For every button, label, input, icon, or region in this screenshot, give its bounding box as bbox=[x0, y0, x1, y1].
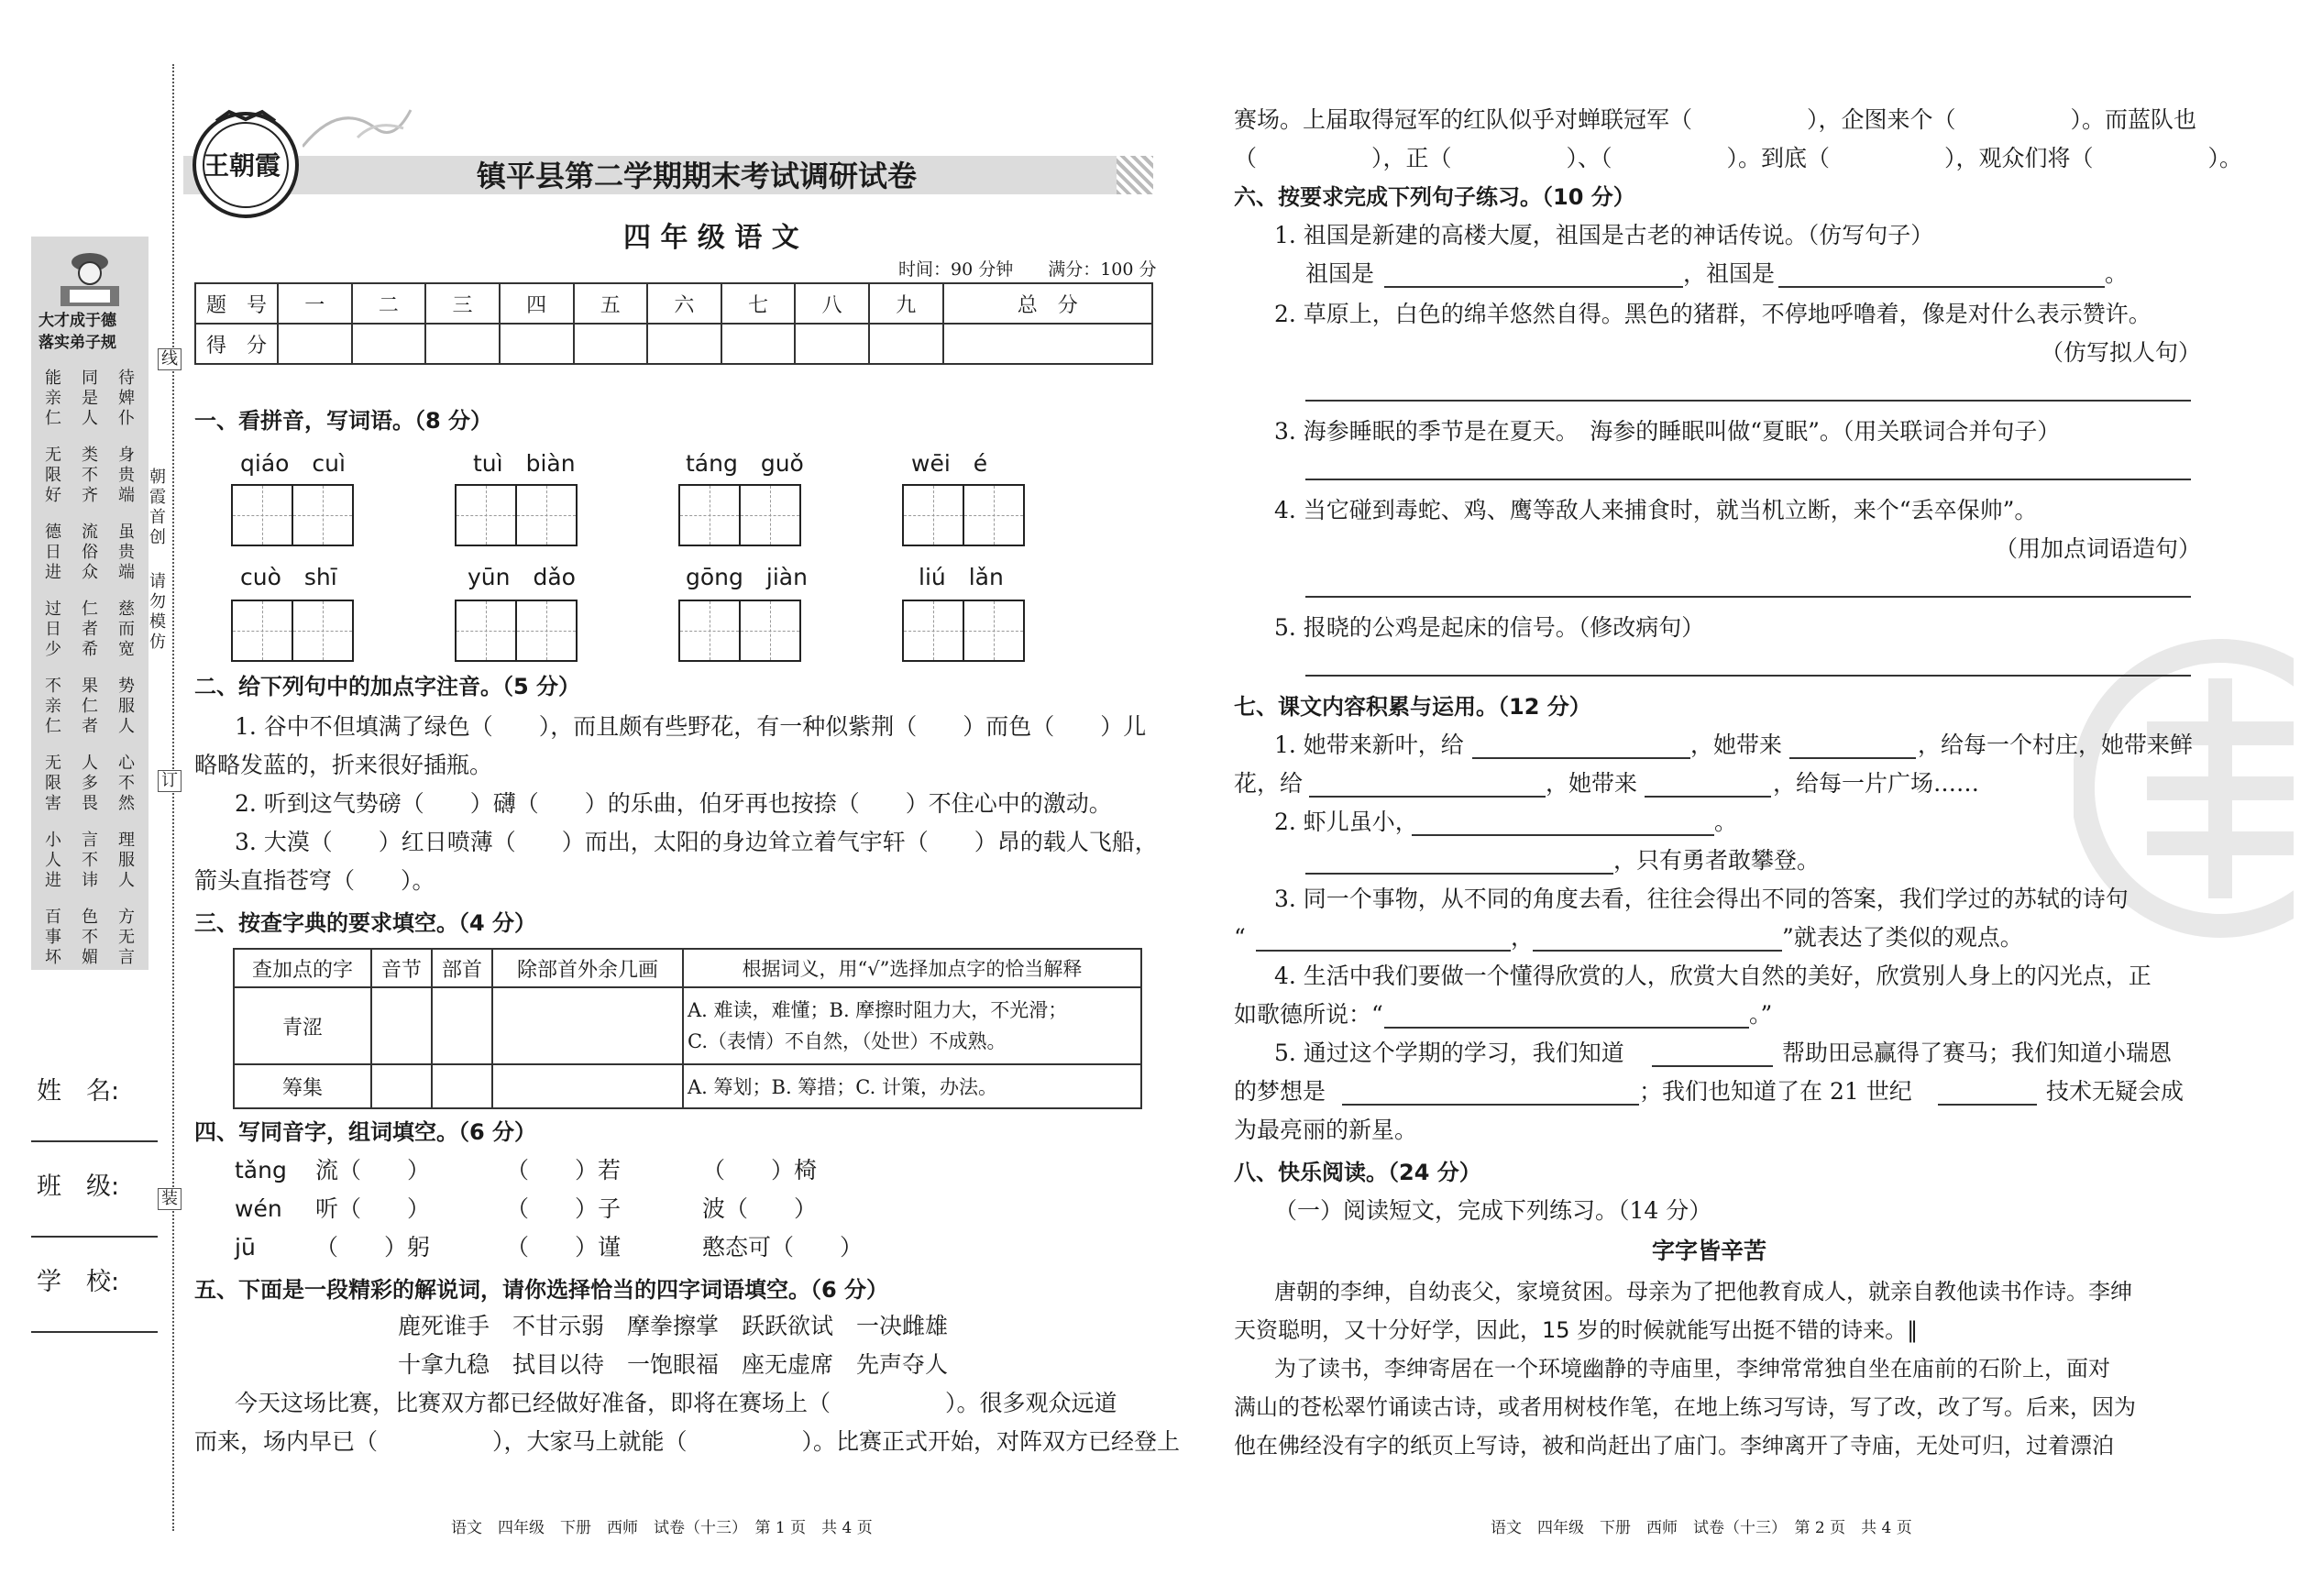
answer-line[interactable] bbox=[1533, 950, 1782, 952]
q7-text: ，只有勇者敢攀登。 bbox=[1613, 847, 1821, 874]
answer-line[interactable] bbox=[1472, 757, 1690, 759]
q8-subtitle: （一）阅读短文，完成下列练习。（14 分） bbox=[1274, 1197, 1712, 1224]
homophone-item: （ ）子 bbox=[506, 1195, 622, 1222]
q6-note: （用加点词语造句） bbox=[1995, 535, 2202, 562]
rule-column: 同是人 bbox=[82, 369, 98, 428]
q7-text: ，给每一片广场…… bbox=[1773, 770, 1980, 797]
story-line: 天资聪明，又十分好学，因此，15 岁的时候就能写出挺不错的诗来。‖ bbox=[1234, 1317, 1919, 1343]
rule-column: 仁者希 bbox=[82, 600, 98, 659]
q7-text: 5. 通过这个学期的学习，我们知道 bbox=[1274, 1040, 1624, 1066]
score-header-cell: 六 bbox=[647, 283, 721, 324]
rule-column: 人多畏 bbox=[82, 754, 98, 813]
rule-column: 待婢仆 bbox=[118, 369, 135, 428]
score-input-cell[interactable] bbox=[278, 324, 352, 364]
dict-input-cell[interactable] bbox=[371, 1064, 432, 1108]
page-footer: 语文 四年级 下册 西师 试卷（十三） 第 2 页 共 4 页 bbox=[1491, 1519, 1912, 1537]
score-header-cell: 一 bbox=[278, 283, 352, 324]
rule-column: 百事坏 bbox=[45, 908, 61, 967]
rule-column: 心不然 bbox=[118, 754, 135, 813]
q7-text: 如歌德所说：“ bbox=[1234, 1001, 1383, 1028]
score-input-cell[interactable] bbox=[425, 324, 500, 364]
subject-title: 四 年 级 语 文 bbox=[623, 222, 799, 254]
name-label: 姓 名: bbox=[37, 1077, 120, 1106]
writing-grid[interactable] bbox=[231, 484, 354, 546]
q2-title: 二、给下列句中的加点字注音。（5 分） bbox=[194, 674, 581, 699]
writing-grid[interactable] bbox=[902, 484, 1025, 546]
q7-text: 。 bbox=[1714, 809, 1738, 835]
q7-text: 的梦想是 bbox=[1234, 1078, 1326, 1105]
rule-column: 德日进 bbox=[45, 523, 61, 582]
score-header-cell: 五 bbox=[574, 283, 648, 324]
dict-meaning-line: A. 筹划；B. 筹措；C. 计策，办法。 bbox=[688, 1076, 997, 1098]
answer-line[interactable] bbox=[1384, 286, 1683, 288]
binding-line bbox=[172, 64, 174, 1531]
answer-line[interactable] bbox=[1789, 757, 1916, 759]
q7-text: 帮助田忌赢得了赛马；我们知道小瑞恩 bbox=[1782, 1040, 2173, 1066]
q8-title: 八、快乐阅读。（24 分） bbox=[1234, 1160, 1481, 1185]
homophone-item: 憨态可（ ） bbox=[702, 1234, 864, 1260]
answer-line[interactable] bbox=[1384, 1027, 1749, 1029]
rule-column: 过日少 bbox=[45, 600, 61, 659]
class-label: 班 级: bbox=[37, 1172, 120, 1201]
q2-line: 1. 谷中不但填满了绿色（ ），而且颇有些野花，有一种似紫荆（ ）而色（ ）儿 bbox=[235, 713, 1147, 740]
answer-line[interactable] bbox=[1305, 873, 1613, 875]
page-footer: 语文 四年级 下册 西师 试卷（十三） 第 1 页 共 4 页 bbox=[451, 1519, 873, 1537]
homophone-item: （ ）谨 bbox=[506, 1234, 622, 1260]
q7-text: 3. 同一个事物，从不同的角度去看，往往会得出不同的答案，我们学过的苏轼的诗句 bbox=[1274, 886, 2129, 912]
rule-column: 类不齐 bbox=[82, 446, 98, 505]
writing-grid[interactable] bbox=[678, 484, 801, 546]
answer-line[interactable] bbox=[1778, 286, 2105, 288]
score-header-cell: 七 bbox=[721, 283, 796, 324]
q7-text: ，她带来 bbox=[1690, 732, 1783, 758]
homophone-item: （ ）若 bbox=[506, 1157, 622, 1183]
dict-input-cell[interactable] bbox=[492, 987, 683, 1064]
score-header-cell: 八 bbox=[795, 283, 869, 324]
q7-text: 1. 她带来新叶，给 bbox=[1274, 732, 1464, 758]
story-title: 字字皆辛苦 bbox=[1652, 1238, 1767, 1264]
rule-column: 无限好 bbox=[45, 446, 61, 505]
dict-header: 音节 bbox=[371, 949, 432, 987]
seal-note: 朝霞首创 bbox=[149, 468, 166, 547]
cut-mark: 装 bbox=[158, 1188, 182, 1210]
q6-item: 5. 报晓的公鸡是起床的信号。（修改病句） bbox=[1274, 614, 1705, 641]
answer-line[interactable] bbox=[1412, 834, 1714, 836]
q7-text: 花，给 bbox=[1234, 770, 1304, 797]
score-header-cell: 总 分 bbox=[943, 283, 1152, 324]
q6-text: 祖国是 bbox=[1305, 260, 1375, 287]
rule-column: 能亲仁 bbox=[45, 369, 61, 428]
q7-text: 2. 虾儿虽小， bbox=[1274, 809, 1418, 835]
q7-text: “ bbox=[1234, 924, 1246, 951]
q3-title: 三、按查字典的要求填空。（4 分） bbox=[194, 910, 537, 936]
commentary-line: 而来，场内早已（ ），大家马上就能（ ）。比赛正式开始，对阵双方已经登上 bbox=[194, 1428, 1181, 1455]
dict-meaning-line: C.（表情）不自然，（处世）不成熟。 bbox=[688, 1030, 1007, 1052]
name-field[interactable] bbox=[31, 1140, 158, 1142]
dict-input-cell[interactable] bbox=[432, 1064, 492, 1108]
school-field[interactable] bbox=[31, 1331, 158, 1333]
q7-text: ， bbox=[1511, 924, 1535, 951]
q7-text: ，她带来 bbox=[1546, 770, 1638, 797]
rule-column: 流俗众 bbox=[82, 523, 98, 582]
exam-time: 时间：90 分钟 满分：100 分 bbox=[898, 259, 1157, 280]
answer-line[interactable] bbox=[1938, 1104, 2037, 1106]
q2-line: 箭头直指苍穹（ ）。 bbox=[194, 867, 435, 894]
q6-item: 3. 海参睡眠的季节是在夏天。 海参的睡眠叫做“夏眠”。（用关联词合并句子） bbox=[1274, 418, 2061, 445]
q7-text: ；我们也知道了在 21 世纪 bbox=[1639, 1078, 1912, 1105]
writing-grid[interactable] bbox=[231, 600, 354, 662]
q6-item: 2. 草原上，白色的绵羊悠然自得。黑色的猪群，不停地呼噜着，像是对什么表示赞许。 bbox=[1274, 301, 2151, 327]
q7-text: 技术无疑会成 bbox=[2046, 1078, 2184, 1105]
pinyin-label: yūn dǎo bbox=[468, 564, 576, 590]
answer-line[interactable] bbox=[1342, 1104, 1639, 1106]
sidebar-panel bbox=[31, 237, 149, 970]
rule-column: 理服人 bbox=[118, 831, 135, 890]
homophone-pinyin: jū bbox=[235, 1234, 256, 1260]
answer-line[interactable] bbox=[1256, 950, 1511, 952]
answer-line[interactable] bbox=[1652, 1065, 1773, 1067]
score-table bbox=[194, 282, 1153, 365]
homophone-item: 听（ ） bbox=[315, 1195, 431, 1222]
dict-meaning bbox=[683, 987, 1141, 1064]
writing-grid[interactable] bbox=[455, 484, 578, 546]
scholar-figure-icon bbox=[51, 244, 128, 310]
q6-title: 六、按要求完成下列句子练习。（10 分） bbox=[1234, 184, 1635, 210]
dictionary-table bbox=[233, 948, 1142, 1109]
q2-line: 3. 大漠（ ）红日喷薄（ ）而出，太阳的身边耸立着气宇轩（ ）昂的载人飞船， bbox=[235, 829, 1158, 855]
homophone-item: 流（ ） bbox=[315, 1157, 431, 1183]
pattern-decoration bbox=[1117, 156, 1153, 194]
answer-line[interactable] bbox=[1305, 479, 2191, 480]
q1-title: 一、看拼音，写词语。（8 分） bbox=[194, 408, 493, 434]
score-input-cell[interactable] bbox=[869, 324, 943, 364]
rule-column: 身贵端 bbox=[118, 446, 135, 505]
answer-line[interactable] bbox=[1645, 796, 1771, 798]
homophone-pinyin: tǎng bbox=[235, 1157, 287, 1183]
word-bank: 十拿九稳 拭目以待 一饱眼福 座无虚席 先声夺人 bbox=[398, 1351, 949, 1378]
seal-note: 请勿模仿 bbox=[149, 572, 166, 652]
q7-title: 七、课文内容积累与运用。（12 分） bbox=[1234, 694, 1591, 720]
score-header-cell: 九 bbox=[869, 283, 943, 324]
motto-line: 落实弟子规 bbox=[39, 334, 116, 352]
commentary-line: 赛场。上届取得冠军的红队似乎对蝉联冠军（ ），企图来个（ ）。而蓝队也 bbox=[1234, 106, 2197, 133]
q6-text: ，祖国是 bbox=[1683, 260, 1776, 287]
score-input-cell[interactable] bbox=[574, 324, 648, 364]
dict-header: 部首 bbox=[432, 949, 492, 987]
commentary-line: （ ），正（ ）、（ ）。到底（ ），观众们将（ ）。 bbox=[1234, 145, 2243, 171]
dict-meaning-line: A. 难读，难懂；B. 摩擦时阻力大，不光滑； bbox=[688, 999, 1068, 1021]
score-header-cell: 四 bbox=[500, 283, 574, 324]
exam-title: 镇平县第二学期期末考试调研试卷 bbox=[477, 159, 918, 193]
dict-meaning bbox=[683, 1064, 1141, 1108]
dict-char: 筹集 bbox=[234, 1064, 371, 1108]
answer-line[interactable] bbox=[1309, 796, 1546, 798]
cut-mark: 订 bbox=[158, 770, 182, 792]
cut-mark: 线 bbox=[158, 348, 182, 370]
q4-title: 四、写同音字，组词填空。（6 分） bbox=[194, 1119, 537, 1145]
q6-item: 4. 当它碰到毒蛇、鸡、鹰等敌人来捕食时，就当机立断，来个“丢卒保帅”。 bbox=[1274, 497, 2038, 523]
story-line: 为了读书，李绅寄居在一个环境幽静的寺庙里，李绅常常独自坐在庙前的石阶上，面对 bbox=[1274, 1356, 2110, 1381]
pinyin-label: liú lǎn bbox=[919, 564, 1004, 590]
rule-column: 小人进 bbox=[45, 831, 61, 890]
rule-column: 色不媚 bbox=[82, 908, 98, 967]
pinyin-label: gōng jiàn bbox=[686, 564, 808, 590]
answer-line[interactable] bbox=[1305, 596, 2191, 598]
rule-column: 势服人 bbox=[118, 677, 135, 736]
homophone-pinyin: wén bbox=[235, 1195, 282, 1222]
story-line: 满山的苍松翠竹诵读古诗，或者用树枝作笔，在地上练习写诗，写了改，改了写。后来，因为 bbox=[1234, 1394, 2136, 1420]
homophone-item: 波（ ） bbox=[702, 1195, 818, 1222]
homophone-item: （ ）椅 bbox=[702, 1157, 818, 1183]
dict-input-cell[interactable] bbox=[432, 987, 492, 1064]
answer-line[interactable] bbox=[1305, 675, 2191, 677]
score-input-cell[interactable] bbox=[500, 324, 574, 364]
score-header-cell: 二 bbox=[352, 283, 426, 324]
q7-text: ”就表达了类似的观点。 bbox=[1782, 924, 2023, 951]
score-input-cell[interactable] bbox=[795, 324, 869, 364]
pinyin-label: tuì biàn bbox=[473, 450, 576, 477]
pinyin-label: wēi é bbox=[911, 450, 988, 477]
pinyin-label: táng guǒ bbox=[686, 450, 804, 477]
score-input-cell[interactable] bbox=[721, 324, 796, 364]
q7-text: 4. 生活中我们要做一个懂得欣赏的人，欣赏大自然的美好，欣赏别人身上的闪光点，正 bbox=[1274, 963, 2151, 989]
story-line: 他在佛经没有字的纸页上写诗，被和尚赶出了庙门。李绅离开了寺庙，无处可归，过着漂泊 bbox=[1234, 1433, 2114, 1458]
pinyin-label: cuò shī bbox=[240, 564, 337, 590]
score-input-cell[interactable] bbox=[943, 324, 1152, 364]
word-bank: 鹿死谁手 不甘示弱 摩拳擦掌 跃跃欲试 一决雌雄 bbox=[398, 1313, 949, 1339]
score-header-cell: 三 bbox=[425, 283, 500, 324]
rule-column: 不亲仁 bbox=[45, 677, 61, 736]
q6-note: （仿写拟人句） bbox=[2041, 339, 2202, 366]
score-input-cell[interactable] bbox=[647, 324, 721, 364]
commentary-line: 今天这场比赛，比赛双方都已经做好准备，即将在赛场上（ ）。很多观众远道 bbox=[235, 1390, 1117, 1416]
q2-line: 2. 听到这气势磅（ ）礴（ ）的乐曲，伯牙再也按捺（ ）不住心中的激动。 bbox=[235, 790, 1112, 817]
rule-column: 方无言 bbox=[118, 908, 135, 967]
q7-text: 。” bbox=[1749, 1001, 1773, 1028]
motto-line: 大才成于德 bbox=[39, 312, 116, 330]
rule-column: 慈而宽 bbox=[118, 600, 135, 659]
q2-line: 略略发蓝的，折来很好插瓶。 bbox=[194, 752, 493, 778]
story-line: 唐朝的李绅，自幼丧父，家境贫困。母亲为了把他教育成人，就亲自教他读书作诗。李绅 bbox=[1274, 1279, 2132, 1304]
q7-text: ，给每一个村庄，她带来鲜 bbox=[1918, 732, 2194, 758]
writing-grid[interactable] bbox=[902, 600, 1025, 662]
q7-text: 为最亮丽的新星。 bbox=[1234, 1117, 1418, 1143]
dict-input-cell[interactable] bbox=[371, 987, 432, 1064]
rule-column: 虽贵端 bbox=[118, 523, 135, 582]
dict-header: 根据词义，用“√”选择加点字的恰当解释 bbox=[683, 949, 1141, 987]
score-row-label: 得 分 bbox=[195, 324, 278, 364]
rule-column: 言不讳 bbox=[82, 831, 98, 890]
dict-input-cell[interactable] bbox=[492, 1064, 683, 1108]
class-field[interactable] bbox=[31, 1236, 158, 1238]
score-header-cell: 题 号 bbox=[195, 283, 278, 324]
q6-item: 1. 祖国是新建的高楼大厦，祖国是古老的神话传说。（仿写句子） bbox=[1274, 222, 1934, 248]
q5-title: 五、下面是一段精彩的解说词，请你选择恰当的四字词语填空。（6 分） bbox=[194, 1277, 889, 1303]
dict-char: 青涩 bbox=[234, 987, 371, 1064]
score-input-cell[interactable] bbox=[352, 324, 426, 364]
rule-column: 果仁者 bbox=[82, 677, 98, 736]
writing-grid[interactable] bbox=[678, 600, 801, 662]
rule-column: 无限害 bbox=[45, 754, 61, 813]
school-label: 学 校: bbox=[37, 1268, 120, 1296]
pinyin-label: qiáo cuì bbox=[240, 450, 346, 477]
ribbon-decoration-icon bbox=[303, 101, 413, 156]
dict-header: 除部首外余几画 bbox=[492, 949, 683, 987]
q6-text: 。 bbox=[2105, 260, 2129, 287]
answer-line[interactable] bbox=[1305, 400, 2191, 402]
writing-grid[interactable] bbox=[455, 600, 578, 662]
brand-logo-text: 王朝霞 bbox=[204, 150, 281, 181]
dict-header: 查加点的字 bbox=[234, 949, 371, 987]
homophone-item: （ ）躬 bbox=[315, 1234, 431, 1260]
